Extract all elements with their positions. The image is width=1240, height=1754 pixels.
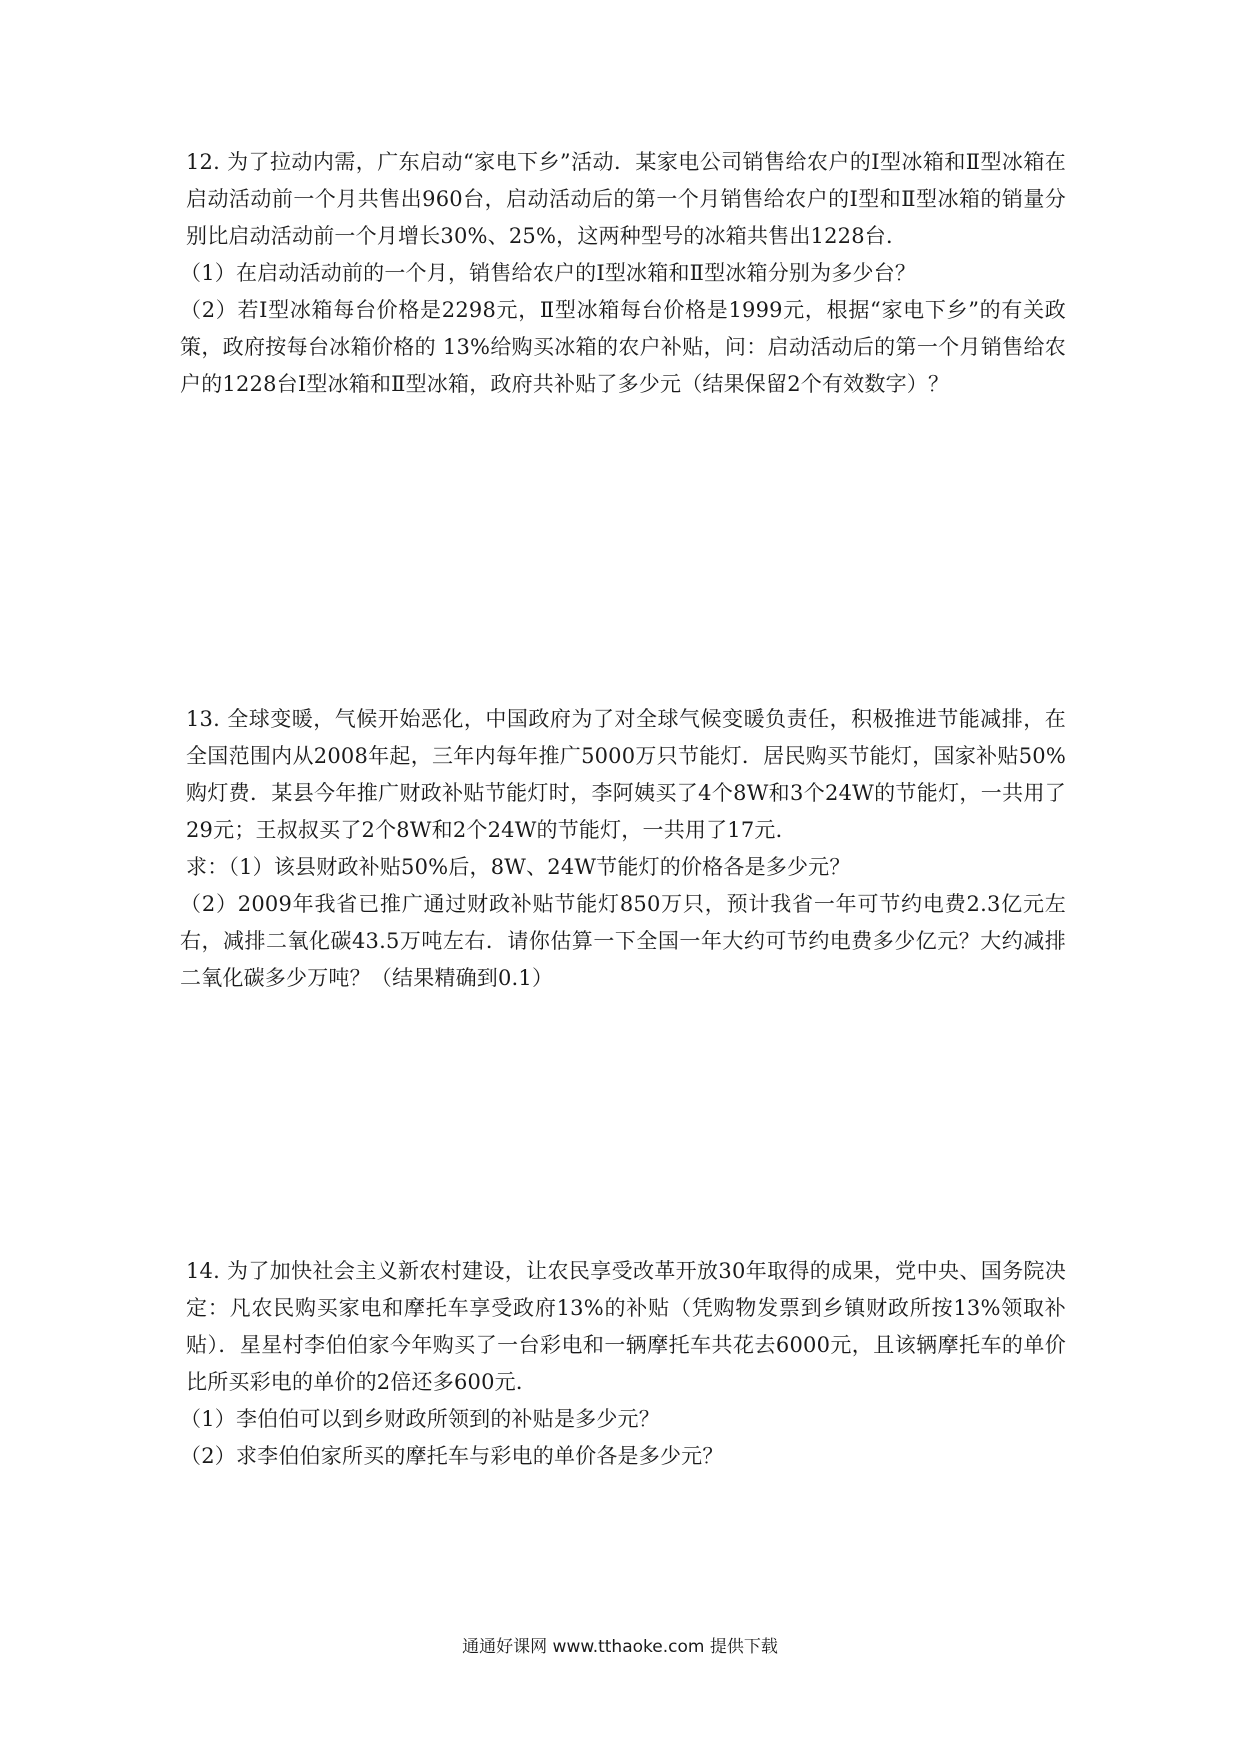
problem-12-stem: 12. 为了拉动内需，广东启动“家电下乡”活动．某家电公司销售给农户的Ⅰ型冰箱和Ⅱ型冰箱在启动活动前一个月共售出960台，启动活动后的第一个月销售给农户的Ⅰ型和Ⅱ型冰箱的销量分别比启动活动前一个月增长30%、25%，这两种型号的冰箱共售出1228台． xyxy=(186,150,1066,248)
page-footer: 通通好课网 www.tthaoke.com 提供下载 xyxy=(462,1637,778,1657)
problem-13-part-1: 求：（1）该县财政补贴50%后，8W、24W节能灯的价格各是多少元？ xyxy=(186,855,851,879)
problem-12-part-2: （2）若Ⅰ型冰箱每台价格是2298元，Ⅱ型冰箱每台价格是1999元，根据“家电下乡”的有关政策，政府按每台冰箱价格的 13%给购买冰箱的农户补贴，问：启动活动后的第一个月销售给农户的1228台Ⅰ型冰箱和Ⅱ型冰箱，政府共补贴了多少元（结果保留2个有效数字）？ xyxy=(180,298,1066,396)
problem-14-part-2: （2）求李伯伯家所买的摩托车与彩电的单价各是多少元？ xyxy=(180,1444,724,1468)
problem-14-stem: 14. 为了加快社会主义新农村建设，让农民享受改革开放30年取得的成果，党中央、国务院决定：凡农民购买家电和摩托车享受政府13%的补贴（凭购物发票到乡镇财政所按13%领取补贴）．星星村李伯伯家今年购买了一台彩电和一辆摩托车共花去6000元，且该辆摩托车的单价比所买彩电的单价的2倍还多600元． xyxy=(186,1259,1066,1394)
problem-12 xyxy=(180,144,1066,403)
problem-13-part-2: （2）2009年我省已推广通过财政补贴节能灯850万只，预计我省一年可节约电费2.3亿元左右，减排二氧化碳43.5万吨左右．请你估算一下全国一年大约可节约电费多少亿元？大约减排二氧化碳多少万吨？（结果精确到0.1） xyxy=(180,892,1066,990)
problem-14 xyxy=(180,1253,1066,1475)
problem-14-part-1: （1）李伯伯可以到乡财政所领到的补贴是多少元？ xyxy=(180,1407,660,1431)
problem-13-stem: 13. 全球变暖，气候开始恶化，中国政府为了对全球气候变暖负责任，积极推进节能减排，在全国范围内从2008年起，三年内每年推广5000万只节能灯．居民购买节能灯，国家补贴50%购灯费．某县今年推广财政补贴节能灯时，李阿姨买了4个8W和3个24W的节能灯，一共用了29元；王叔叔买了2个8W和2个24W的节能灯，一共用了17元． xyxy=(186,707,1066,842)
problem-13 xyxy=(180,701,1066,997)
problem-12-part-1: （1）在启动活动前的一个月，销售给农户的Ⅰ型冰箱和Ⅱ型冰箱分别为多少台？ xyxy=(180,261,917,285)
